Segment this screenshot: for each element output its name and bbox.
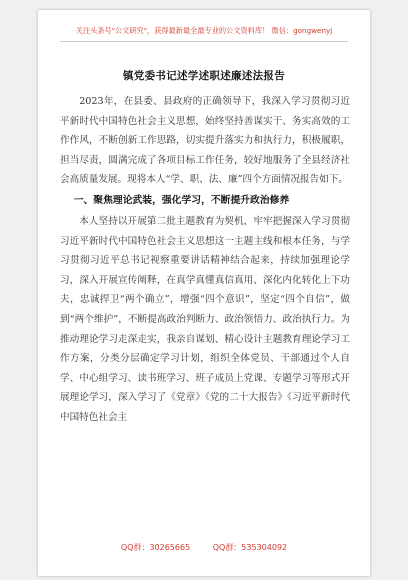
footer-qq-group-1: QQ群：30265665 [120, 543, 191, 552]
footer-contacts [38, 542, 370, 553]
document-title: 镇党委书记述学述职述廉述法报告 [123, 70, 285, 82]
document-page [38, 10, 370, 576]
header-divider [60, 41, 348, 42]
promo-header: 关注头条号"公文研究"，获得最新最全最专业的公文资料库！ 微信：gongwenyj [75, 26, 333, 35]
intro-paragraph: 2023年，在县委、县政府的正确领导下，我深入学习贯彻习近平新时代中国特色社会主义思想，始终坚持善谋实干、务实高效的工作作风，不断创新工作思路，切实提升落实力和执行力，积极履职，担当尽责，圆满完成了各项目标工作任务，较好地服务了全县经济社会高质量发展。现将本人“学、职、法、廉”四个方面情况报告如下。 [60, 96, 350, 186]
footer-qq-group-2: QQ群：535304092 [212, 543, 288, 552]
section-heading: 一、聚焦理论武装，强化学习，不断提升政治修养 [73, 194, 290, 206]
document-body [60, 92, 350, 428]
section-paragraph: 本人坚持以开展第二批主题教育为契机，牢牢把握深入学习贯彻习近平新时代中国特色社会主义思想这一主题主线和根本任务，与学习贯彻习近平总书记视察重要讲话精神结合起来，持续加强理论学习，深入开展宣传阐释，在真学真懂真信真用、深化内化转化上下功夫，忠诚捍卫“两个确立”，增强“四个意识”，坚定“四个自信”，做到“两个维护”，不断提高政治判断力、政治领悟力、政治执行力。为推动理论学习走深走实，我亲自谋划、精心设计主题教育理论学习工作方案，分类分层确定学习计划，组织全体党员、干部通过个人自学、中心组学习、读书班学习、班子成员上党课、专题学习等形式开展理论学习，深入学习了《党章》《党的二十大报告》《习近平新时代中国特色社会主 [60, 215, 350, 423]
